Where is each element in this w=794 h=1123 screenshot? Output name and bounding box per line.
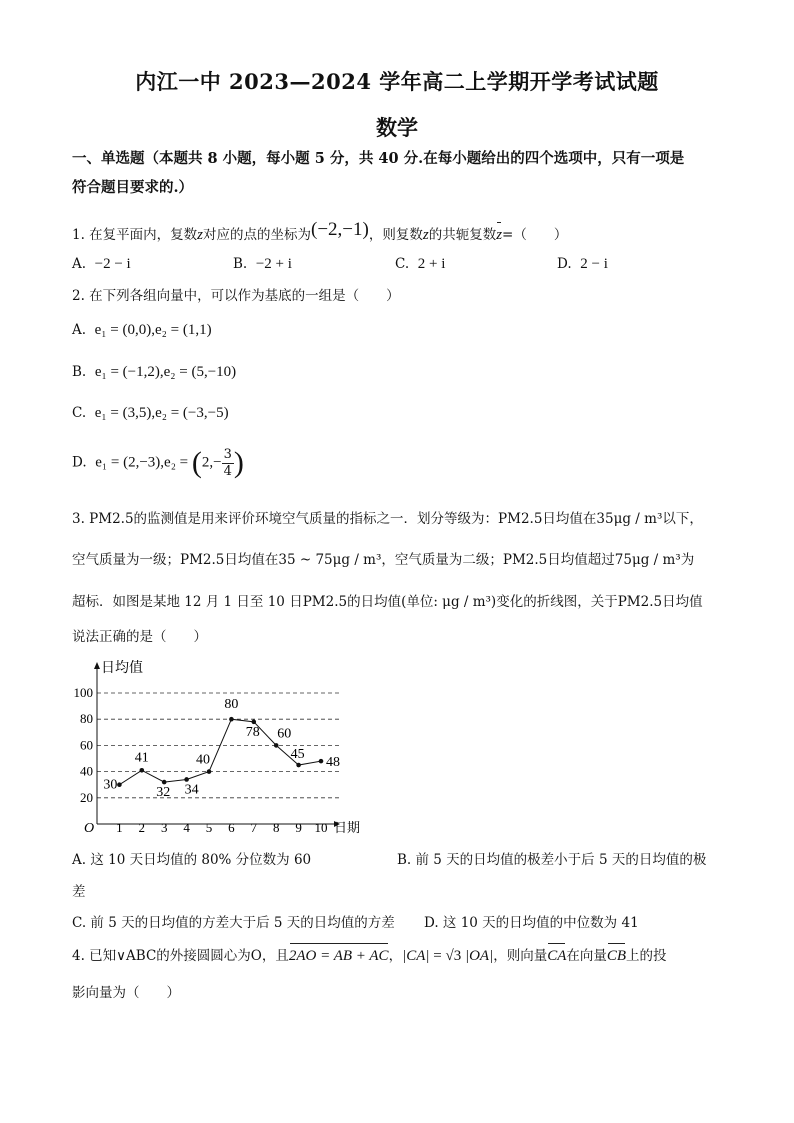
x-tick-label: 2 — [138, 820, 146, 835]
data-label: 32 — [156, 785, 171, 801]
q1-var-z: z — [197, 227, 204, 243]
data-label: 80 — [224, 697, 239, 713]
section-heading-line2: 符合题目要求的.） — [72, 179, 194, 196]
y-tick-label: 20 — [80, 789, 93, 805]
q1-coordinate: (−2,−1) — [311, 219, 369, 240]
data-point — [184, 777, 189, 782]
data-point — [229, 717, 234, 722]
q1-text-1: 1. 在复平面内，复数 — [72, 227, 198, 243]
x-tick-label: 1 — [116, 820, 123, 835]
y-tick-label: 80 — [80, 711, 93, 727]
data-point — [319, 759, 324, 764]
y-tick-label: 40 — [80, 763, 93, 779]
question-3-line1: 3. PM2.5的监测值是用来评价环境空气质量的指标之一．划分等级为：PM2.5日均值在35μg / m³以下， — [72, 511, 703, 527]
x-tick-label: 7 — [250, 820, 258, 835]
question-4-line1: 4. 已知∨ABC的外接圆圆心为O，且2AO = AB + AC，|CA| = √3 |OA|，则向量CA在向量CB上的投 — [72, 948, 667, 964]
q4-vector-cb: CB — [606, 948, 627, 964]
data-point — [117, 782, 122, 787]
data-point — [162, 780, 167, 785]
x-tick-label: 4 — [183, 820, 190, 835]
data-label: 30 — [103, 777, 118, 793]
data-point — [274, 743, 279, 748]
question-1-stem — [72, 219, 568, 245]
q4-abs-oa: |OA| — [464, 948, 494, 964]
x-tick-label: 5 — [205, 820, 213, 835]
x-tick-label: 3 — [160, 820, 168, 835]
q2-option-c[interactable]: C. e₁ = (3,5),e₂ = (−3,−5) — [72, 405, 229, 421]
y-axis-arrow — [94, 662, 100, 669]
q1-var-z-2: z — [422, 227, 429, 243]
data-label: 45 — [290, 747, 305, 763]
question-3-line2: 空气质量为一级；PM2.5日均值在35 ~ 75μg / m³，空气质量为二级；PM2.5日均值超过75μg / m³为 — [72, 552, 695, 568]
q4-vector-equation: 2AO = AB + AC — [288, 948, 389, 964]
page-title: 内江一中 2023—2024 学年高二上学期开学考试试题 — [135, 69, 659, 94]
data-point — [252, 720, 257, 725]
q1-option-a[interactable]: A. −2 − i — [72, 256, 131, 272]
q1-option-c[interactable]: C. 2 + i — [395, 256, 446, 272]
data-label: 78 — [245, 724, 260, 740]
question-2-stem: 2. 在下列各组向量中，可以作为基底的一组是（ ） — [72, 288, 400, 304]
subject-title: 数学 — [376, 115, 418, 140]
data-label: 41 — [134, 750, 149, 766]
x-axis-label: 日期 — [334, 820, 361, 835]
data-label: 40 — [196, 752, 210, 768]
data-label: 34 — [184, 782, 199, 798]
origin-label: O — [84, 821, 95, 836]
x-tick-label: 6 — [228, 820, 235, 835]
q1-text-5: =（ ） — [502, 227, 568, 243]
q1-text-3: ，则复数 — [368, 227, 423, 243]
q3-option-b[interactable]: B. 前 5 天的日均值的极差小于后 5 天的日均值的极 — [397, 852, 707, 868]
q1-option-d[interactable]: D. 2 − i — [557, 256, 608, 272]
data-label: 60 — [277, 726, 292, 742]
y-tick-label: 60 — [80, 737, 93, 753]
x-tick-label: 8 — [272, 820, 280, 835]
q1-conjugate-z: z — [496, 227, 503, 243]
q3-option-b-continued: 差 — [72, 884, 86, 900]
data-label: 48 — [326, 755, 340, 771]
question-3-line4: 说法正确的是（ ） — [72, 629, 207, 645]
q1-text-4: 的共轭复数 — [428, 227, 497, 243]
q2-option-b[interactable]: B. e₁ = (−1,2),e₂ = (5,−10) — [72, 364, 237, 380]
data-point — [296, 763, 301, 768]
q1-text-2: 对应的点的坐标为 — [203, 227, 312, 243]
q3-option-a[interactable]: A. 这 10 天日均值的 80% 分位数为 60 — [72, 852, 312, 868]
q2-option-d[interactable]: D. e₁ = (2,−3),e₂ = (2,− $\frac{3}{4}$ ) — [72, 446, 244, 479]
q3-option-c[interactable]: C. 前 5 天的日均值的方差大于后 5 天的日均值的方差 — [72, 915, 395, 931]
section-heading — [72, 144, 732, 202]
q4-vector-ca: CA — [547, 948, 567, 964]
fraction-three-quarters: $\frac{3}{4}$ — [223, 446, 232, 479]
question-4-line2: 影向量为（ ） — [72, 985, 180, 1001]
y-tick-label: 100 — [73, 685, 93, 700]
data-point — [140, 768, 145, 773]
q2-option-a[interactable]: A. e₁ = (0,0),e₂ = (1,1) — [72, 322, 212, 338]
question-3-line3: 超标．如图是某地 12 月 1 日至 10 日PM2.5的日均值(单位: μg / m³)变化的折线图，关于PM2.5日均值 — [72, 594, 703, 610]
section-heading-line1: 一、单选题（本题共 8 小题，每小题 5 分，共 40 分.在每小题给出的四个选项中，只有一项是 — [72, 150, 685, 167]
pm25-line-chart — [72, 660, 372, 838]
q4-abs-ca: |CA| — [402, 948, 430, 964]
x-tick-label: 9 — [295, 820, 302, 835]
q1-option-b[interactable]: B. −2 + i — [233, 256, 292, 272]
data-point — [207, 769, 212, 774]
q3-option-d[interactable]: D. 这 10 天的日均值的中位数为 41 — [424, 915, 639, 931]
y-axis-label: 日均值 — [101, 661, 143, 676]
x-tick-label: 10 — [314, 820, 328, 835]
